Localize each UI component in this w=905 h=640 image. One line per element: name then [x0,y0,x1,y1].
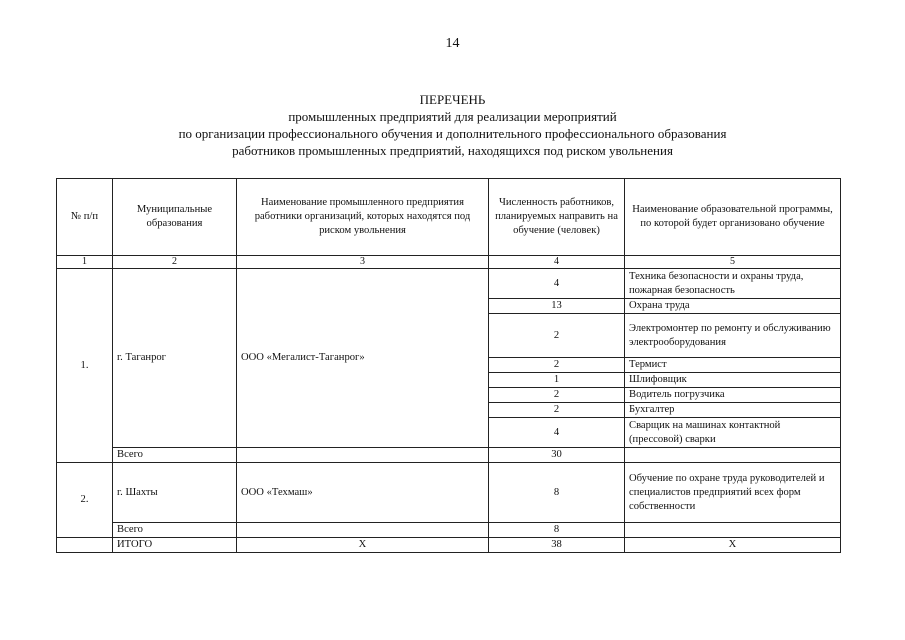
count-cell: 2 [489,314,625,358]
subtotal-label: Всего [113,523,237,538]
program-cell: Охрана труда [625,299,841,314]
column-number: 5 [625,256,841,269]
column-number: 4 [489,256,625,269]
enterprise-cell: ООО «Техмаш» [237,463,489,523]
program-cell: Бухгалтер [625,403,841,418]
table-header-row [57,179,841,256]
subtotal-row [57,523,841,538]
column-number: 3 [237,256,489,269]
header-count: Численность работников, планируемых направить на обучение (человек) [489,179,625,256]
count-cell: 4 [489,418,625,448]
subtotal-row [57,448,841,463]
empty-cell [237,448,489,463]
grand-total-count: 38 [489,538,625,553]
count-cell: 13 [489,299,625,314]
empty-cell [57,538,113,553]
empty-cell [237,523,489,538]
title-line-2: промышленных предприятий для реализации мероприятий [288,109,617,124]
municipality-cell: г. Шахты [113,463,237,523]
count-cell: 4 [489,269,625,299]
count-cell: 2 [489,358,625,373]
header-enterprise: Наименование промышленного предприятия работники организаций, которых находятся под риском увольнения [237,179,489,256]
grand-total-label: ИТОГО [113,538,237,553]
subtotal-count: 8 [489,523,625,538]
enterprises-table [56,178,841,553]
table-row [57,463,841,523]
program-cell: Обучение по охране труда руководителей и специалистов предприятий всех форм собственности [625,463,841,523]
empty-cell [625,448,841,463]
grand-total-row [57,538,841,553]
row-number: 1. [57,269,113,463]
grand-total-program: Х [625,538,841,553]
grand-total-enterprise: Х [237,538,489,553]
empty-cell [625,523,841,538]
table-row [57,269,841,299]
program-cell: Электромонтер по ремонту и обслуживанию электрооборудования [625,314,841,358]
subtotal-label: Всего [113,448,237,463]
program-cell: Сварщик на машинах контактной (прессовой) сварки [625,418,841,448]
document-title [0,91,905,159]
count-cell: 2 [489,388,625,403]
program-cell: Техника безопасности и охраны труда, пожарная безопасность [625,269,841,299]
municipality-cell: г. Таганрог [113,269,237,448]
column-number-row [57,256,841,269]
program-cell: Водитель погрузчика [625,388,841,403]
header-municipality: Муниципальные образования [113,179,237,256]
enterprise-cell: ООО «Мегалист-Таганрог» [237,269,489,448]
page-number: 14 [445,36,460,51]
program-cell: Шлифовщик [625,373,841,388]
title-line-1: ПЕРЕЧЕНЬ [419,92,486,107]
count-cell: 1 [489,373,625,388]
count-cell: 2 [489,403,625,418]
column-number: 1 [57,256,113,269]
title-line-3: по организации профессионального обучения и дополнительного профессионального образования [178,126,727,141]
row-number: 2. [57,463,113,538]
subtotal-count: 30 [489,448,625,463]
count-cell: 8 [489,463,625,523]
header-number: № п/п [57,179,113,256]
column-number: 2 [113,256,237,269]
header-program: Наименование образовательной программы, по которой будет организовано обучение [625,179,841,256]
program-cell: Термист [625,358,841,373]
title-line-4: работников промышленных предприятий, находящихся под риском увольнения [232,143,673,158]
